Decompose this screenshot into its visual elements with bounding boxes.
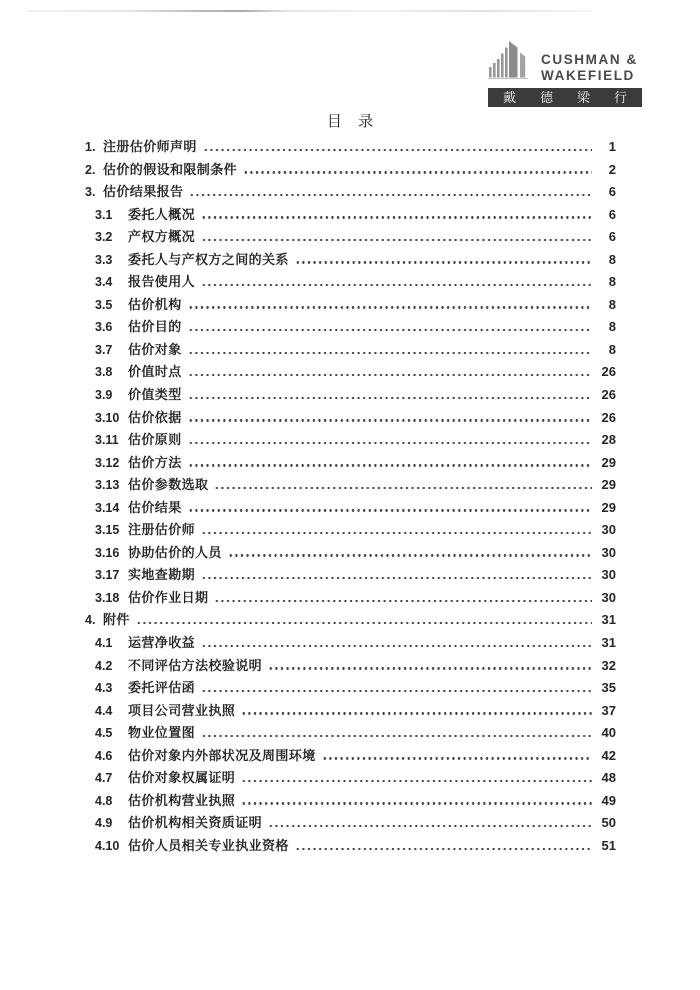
toc-entry bbox=[85, 407, 616, 430]
toc-entry-page: 6 bbox=[608, 206, 616, 222]
toc-entry bbox=[85, 700, 616, 723]
toc-entry-page: 48 bbox=[601, 770, 616, 786]
toc-entry-label: 估价机构 bbox=[128, 296, 182, 312]
toc-entry-number: 3.10 bbox=[95, 410, 120, 425]
toc-entry-label: 估价依据 bbox=[128, 409, 182, 425]
toc-entry-page: 28 bbox=[601, 432, 616, 448]
toc-entry-page: 32 bbox=[601, 657, 616, 673]
toc-entry-number: 3.18 bbox=[95, 590, 120, 605]
toc-entry-page: 42 bbox=[601, 747, 616, 763]
toc-entry-number: 4. bbox=[85, 613, 96, 628]
toc-entry-label: 产权方概况 bbox=[128, 229, 196, 245]
toc-entry-label: 报告使用人 bbox=[128, 274, 196, 290]
toc-entry-label: 不同评估方法校验说明 bbox=[128, 657, 263, 673]
toc-entry-number: 4.10 bbox=[95, 838, 120, 853]
toc-entry-number: 3.13 bbox=[95, 478, 120, 493]
toc-dot-leader bbox=[214, 600, 592, 602]
toc-entry-page: 26 bbox=[601, 387, 616, 403]
toc-entry-page: 8 bbox=[608, 251, 616, 267]
toc-entry bbox=[85, 159, 616, 182]
toc-entry bbox=[85, 271, 616, 294]
toc-entry-page: 50 bbox=[601, 815, 616, 831]
toc-entry-number: 3.4 bbox=[95, 275, 113, 290]
toc-entry-number: 1. bbox=[85, 140, 96, 154]
toc-title: 目 录 bbox=[326, 113, 380, 130]
toc-entry bbox=[85, 429, 616, 452]
toc-dot-leader bbox=[243, 171, 592, 173]
toc-entry-page: 29 bbox=[601, 477, 616, 493]
toc-entry-number: 4.9 bbox=[95, 816, 113, 831]
toc-entry-page: 30 bbox=[601, 544, 616, 560]
toc-entry-page: 6 bbox=[608, 184, 616, 200]
toc-dot-leader bbox=[201, 239, 592, 241]
toc-entry-page: 29 bbox=[601, 454, 616, 470]
toc-entry-label: 价值时点 bbox=[128, 364, 182, 380]
toc-entry-label: 注册估价师 bbox=[128, 522, 196, 538]
toc-entry-label: 委托人与产权方之间的关系 bbox=[128, 251, 289, 267]
toc-entry bbox=[85, 564, 616, 587]
toc-dot-leader bbox=[201, 735, 592, 737]
toc-entry-label: 价值类型 bbox=[128, 387, 182, 403]
toc-entry-label: 附件 bbox=[103, 612, 130, 628]
toc-entry-page: 35 bbox=[601, 680, 616, 696]
toc-dot-leader bbox=[241, 712, 592, 714]
logo-top-row bbox=[488, 38, 642, 84]
toc-entry bbox=[85, 452, 616, 475]
toc-entry-page: 49 bbox=[601, 792, 616, 808]
toc-entry bbox=[85, 294, 616, 317]
building-skyline-icon bbox=[488, 38, 534, 84]
toc-dot-leader bbox=[201, 690, 592, 692]
toc-entry-page: 31 bbox=[601, 635, 616, 651]
toc-entry-label: 物业位置图 bbox=[128, 725, 196, 741]
toc-entry-page: 40 bbox=[601, 725, 616, 741]
toc-entry bbox=[85, 361, 616, 384]
toc-entry-number: 3.5 bbox=[95, 297, 113, 312]
toc-entry bbox=[85, 655, 616, 678]
toc-entry bbox=[85, 474, 616, 497]
toc-entry-label: 委托评估函 bbox=[128, 680, 196, 696]
toc-entry bbox=[85, 609, 616, 632]
toc-dot-leader bbox=[201, 532, 592, 534]
toc-dot-leader bbox=[268, 825, 592, 827]
brand-chinese-name: 戴德梁行 bbox=[503, 90, 652, 105]
toc-entry-number: 4.7 bbox=[95, 771, 113, 786]
toc-dot-leader bbox=[241, 780, 592, 782]
toc-entry-page: 1 bbox=[608, 139, 616, 154]
toc-entry-page: 51 bbox=[601, 837, 616, 853]
brand-line1: CUSHMAN & bbox=[541, 52, 638, 67]
toc-entry bbox=[85, 767, 616, 790]
toc-entry-page: 30 bbox=[601, 589, 616, 605]
toc-entry-label: 估价机构营业执照 bbox=[128, 792, 236, 808]
toc-list bbox=[85, 136, 616, 858]
toc-entry bbox=[85, 497, 616, 520]
toc-dot-leader bbox=[295, 848, 592, 850]
toc-entry-number: 4.3 bbox=[95, 681, 113, 696]
toc-entry-label: 估价对象权属证明 bbox=[128, 770, 236, 786]
toc-dot-leader bbox=[201, 577, 592, 579]
toc-entry bbox=[85, 339, 616, 362]
toc-entry-page: 26 bbox=[601, 364, 616, 380]
toc-dot-leader bbox=[322, 757, 592, 759]
toc-dot-leader bbox=[188, 397, 592, 399]
toc-dot-leader bbox=[188, 442, 592, 444]
toc-entry bbox=[85, 384, 616, 407]
toc-entry bbox=[85, 316, 616, 339]
toc-entry-label: 估价人员相关专业执业资格 bbox=[128, 837, 289, 853]
toc-entry-number: 2. bbox=[85, 162, 96, 177]
toc-dot-leader bbox=[214, 487, 592, 489]
toc-entry-number: 3.17 bbox=[95, 568, 120, 583]
toc-entry bbox=[85, 204, 616, 227]
toc-dot-leader bbox=[241, 802, 592, 804]
toc-dot-leader bbox=[188, 329, 592, 331]
toc-entry-label: 注册估价师声明 bbox=[103, 139, 197, 154]
toc-entry-page: 2 bbox=[608, 161, 616, 177]
toc-entry-number: 3.11 bbox=[95, 433, 119, 448]
toc-entry-page: 6 bbox=[608, 229, 616, 245]
toc-entry-number: 4.8 bbox=[95, 793, 113, 808]
toc-entry-number: 4.2 bbox=[95, 658, 113, 673]
scan-artifact-line bbox=[28, 10, 592, 12]
brand-wordmark bbox=[541, 52, 638, 84]
toc-entry-number: 3.15 bbox=[95, 523, 120, 538]
brand-chinese-bar bbox=[488, 88, 652, 107]
toc-entry bbox=[85, 542, 616, 565]
toc-entry-number: 3.14 bbox=[95, 500, 120, 515]
toc-entry-page: 8 bbox=[608, 319, 616, 335]
toc-entry-number: 3.16 bbox=[95, 545, 120, 560]
toc-dot-leader bbox=[188, 509, 592, 511]
toc-entry-number: 3.3 bbox=[95, 252, 113, 267]
toc-entry-page: 30 bbox=[601, 522, 616, 538]
toc-dot-leader bbox=[188, 306, 592, 308]
toc-entry bbox=[85, 835, 616, 858]
toc-entry bbox=[85, 812, 616, 835]
toc-entry bbox=[85, 587, 616, 610]
toc-dot-leader bbox=[203, 149, 592, 151]
toc-entry bbox=[85, 226, 616, 249]
toc-entry-label: 实地查勘期 bbox=[128, 567, 196, 583]
toc-entry-label: 估价原则 bbox=[128, 432, 182, 448]
toc-entry-number: 3. bbox=[85, 185, 96, 200]
toc-dot-leader bbox=[201, 284, 592, 286]
toc-entry-number: 4.5 bbox=[95, 726, 113, 741]
toc-dot-leader bbox=[295, 261, 592, 263]
toc-dot-leader bbox=[268, 667, 592, 669]
toc-entry bbox=[85, 181, 616, 204]
toc-entry-number: 3.9 bbox=[95, 388, 113, 403]
toc-entry-label: 估价结果 bbox=[128, 499, 182, 515]
toc-entry-number: 3.1 bbox=[95, 207, 113, 222]
toc-entry bbox=[85, 136, 616, 159]
toc-entry bbox=[85, 249, 616, 272]
toc-dot-leader bbox=[201, 645, 592, 647]
company-logo bbox=[488, 38, 652, 107]
toc-entry-page: 31 bbox=[601, 612, 616, 628]
toc-dot-leader bbox=[228, 554, 592, 556]
toc-entry-label: 委托人概况 bbox=[128, 206, 196, 222]
brand-line2: WAKEFIELD bbox=[541, 67, 635, 83]
toc-entry-page: 8 bbox=[608, 296, 616, 312]
toc-entry-label: 估价机构相关资质证明 bbox=[128, 815, 263, 831]
toc-entry-number: 4.1 bbox=[95, 636, 113, 651]
toc-entry-page: 37 bbox=[601, 702, 616, 718]
toc-entry bbox=[85, 519, 616, 542]
toc-entry bbox=[85, 745, 616, 768]
toc-entry bbox=[85, 677, 616, 700]
toc-entry bbox=[85, 722, 616, 745]
toc-dot-leader bbox=[188, 374, 592, 376]
toc-dot-leader bbox=[189, 194, 592, 196]
toc-dot-leader bbox=[201, 216, 592, 218]
toc-entry-number: 4.4 bbox=[95, 703, 113, 718]
toc-entry-label: 估价参数选取 bbox=[128, 477, 209, 493]
toc-entry bbox=[85, 632, 616, 655]
toc-entry-label: 估价对象内外部状况及周围环境 bbox=[128, 747, 316, 763]
toc-entry-label: 估价目的 bbox=[128, 319, 182, 335]
toc-entry-page: 26 bbox=[601, 409, 616, 425]
toc-entry-label: 项目公司营业执照 bbox=[128, 702, 236, 718]
toc-entry-page: 30 bbox=[601, 567, 616, 583]
toc-entry-number: 3.7 bbox=[95, 342, 113, 357]
toc-dot-leader bbox=[188, 419, 592, 421]
toc-entry-label: 估价方法 bbox=[128, 454, 182, 470]
toc-entry-number: 3.12 bbox=[95, 455, 120, 470]
toc-entry-label: 运营净收益 bbox=[128, 635, 196, 651]
toc-entry-page: 8 bbox=[608, 341, 616, 357]
toc-entry-number: 3.6 bbox=[95, 320, 113, 335]
toc-entry-label: 协助估价的人员 bbox=[128, 544, 222, 560]
toc-entry-number: 3.2 bbox=[95, 230, 113, 245]
toc-entry-page: 29 bbox=[601, 499, 616, 515]
toc-entry-number: 4.6 bbox=[95, 748, 113, 763]
toc-entry bbox=[85, 790, 616, 813]
toc-dot-leader bbox=[188, 352, 592, 354]
toc-entry-label: 估价作业日期 bbox=[128, 589, 209, 605]
toc-entry-label: 估价结果报告 bbox=[103, 184, 184, 200]
toc-entry-label: 估价的假设和限制条件 bbox=[103, 161, 238, 177]
toc-entry-label: 估价对象 bbox=[128, 341, 182, 357]
toc-entry-page: 8 bbox=[608, 274, 616, 290]
toc-entry-number: 3.8 bbox=[95, 365, 113, 380]
toc-dot-leader bbox=[188, 464, 592, 466]
toc-dot-leader bbox=[136, 622, 592, 624]
